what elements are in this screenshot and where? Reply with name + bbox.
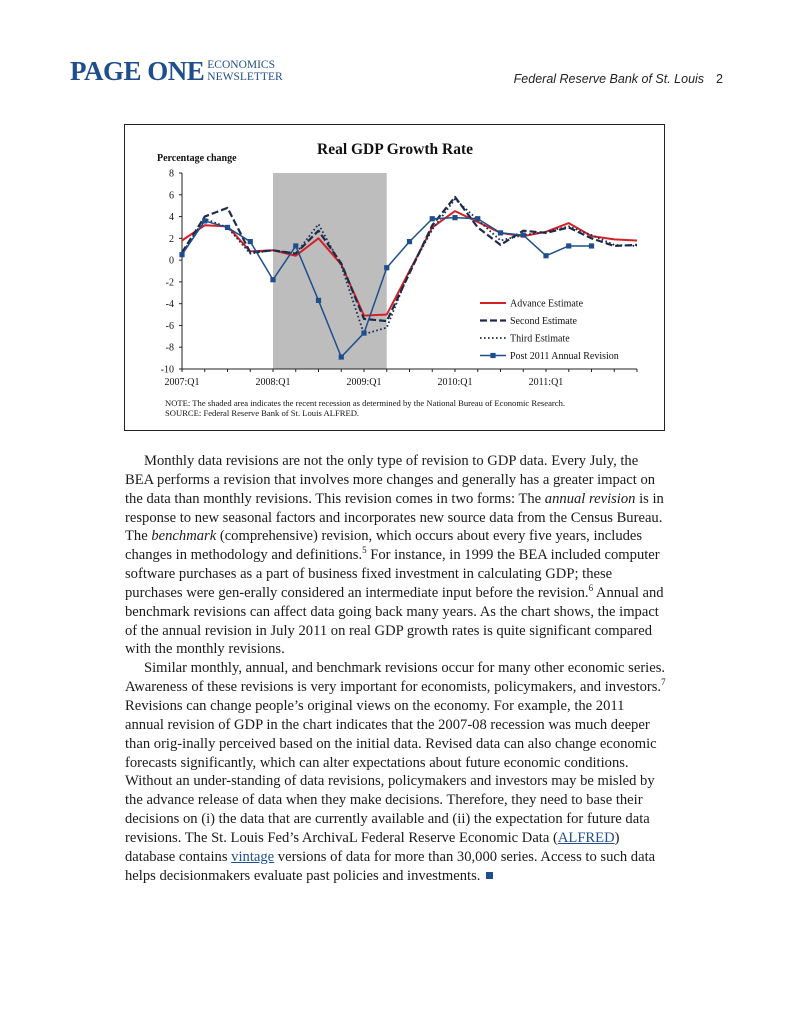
data-point-post-2011-annual-revision [566, 243, 571, 248]
data-point-post-2011-annual-revision [248, 239, 253, 244]
legend-label-advance-estimate: Advance Estimate [510, 298, 584, 310]
data-point-post-2011-annual-revision [407, 239, 412, 244]
footnote-ref-7[interactable]: 7 [661, 677, 666, 688]
data-point-post-2011-annual-revision [270, 277, 275, 282]
p2-text-3: ) database contains [125, 829, 620, 865]
footnote-ref-6[interactable]: 6 [588, 583, 594, 594]
x-tick-label: 2009:Q1 [346, 377, 382, 388]
data-point-post-2011-annual-revision [452, 215, 457, 220]
p1-text-2: is in response to new seasonal factors and incorporates new source data from the Census Bureau. The [125, 490, 664, 545]
p1-text-3: (comprehensive) revision, which occurs about every five years, includes changes in methodology and definitions. [125, 528, 643, 564]
y-tick-label: -4 [165, 299, 174, 311]
vintage-link[interactable]: vintage [231, 848, 275, 865]
chart-title: Real GDP Growth Rate [317, 141, 473, 158]
data-point-post-2011-annual-revision [543, 253, 548, 258]
brand-subtitle-line1: ECONOMICS [207, 59, 275, 71]
page-header-right [514, 72, 723, 86]
data-point-post-2011-annual-revision [361, 330, 366, 335]
alfred-link[interactable]: ALFRED [557, 829, 615, 846]
data-point-post-2011-annual-revision [179, 252, 184, 257]
p1-emphasis-benchmark: benchmark [151, 528, 217, 545]
data-point-post-2011-annual-revision [225, 225, 230, 230]
footnote-ref-5[interactable]: 5 [362, 545, 367, 556]
data-point-post-2011-annual-revision [293, 243, 298, 248]
p1-text-4: For instance, in 1999 the BEA included computer software purchases as a part of business fixed investment in calculating GDP; these purchases were gen-erally considered an intermediate input before the revision. [125, 547, 660, 601]
p2-text-4: versions of data for more than 30,000 series. Access to such data helps decisionmakers evaluate past policies and investments. [125, 848, 656, 884]
brand-title: PAGE ONE [70, 56, 205, 86]
p1-emphasis-annual: annual revision [544, 490, 636, 507]
brand-subtitle-line2: NEWSLETTER [207, 71, 283, 83]
page-number: 2 [716, 72, 723, 86]
p2-text-2: Revisions can change people’s original views on the economy. For example, the 2011 annual revision of GDP in the chart indicates that the 2007-08 recession was much deeper than orig-inally perceived based on the initial data. Revised data can also change economic forecasts significantly, which can alter expectations about future economic conditions. Without an under-standing of data revisions, policymakers and investors may be misled by the advance release of data when they make decisions. Therefore, they need to base their decisions on (i) the data that are currently available and (ii) the expectation for future data revisions. The St. Louis Fed’s ArchivaL Federal Reserve Economic Data ( [125, 697, 657, 846]
data-point-post-2011-annual-revision [475, 216, 480, 221]
y-tick-label: 0 [169, 255, 174, 267]
article-body [125, 452, 666, 885]
chart-source: SOURCE: Federal Reserve Bank of St. Louis ALFRED. [165, 408, 360, 418]
y-tick-label: 6 [169, 190, 174, 202]
paragraph-2 [125, 659, 666, 885]
data-point-post-2011-annual-revision [202, 218, 207, 223]
series-line-third-estimate [182, 199, 637, 334]
masthead [70, 56, 283, 86]
y-tick-label: 2 [169, 233, 174, 245]
legend-label-third-estimate: Third Estimate [510, 333, 570, 345]
data-point-post-2011-annual-revision [339, 354, 344, 359]
gdp-growth-chart [125, 125, 666, 432]
x-tick-label: 2008:Q1 [255, 377, 291, 388]
recession-shading [273, 173, 387, 369]
x-tick-label: 2010:Q1 [437, 377, 473, 388]
data-point-post-2011-annual-revision [589, 243, 594, 248]
chart-frame [124, 124, 665, 431]
data-point-post-2011-annual-revision [384, 265, 389, 270]
y-tick-label: -10 [160, 364, 174, 376]
data-point-post-2011-annual-revision [521, 232, 526, 237]
x-tick-label: 2011:Q1 [528, 377, 564, 388]
chart-note: NOTE: The shaded area indicates the recent recession as determined by the National Bureau of Economic Research. [165, 398, 566, 408]
y-tick-label: -6 [165, 320, 174, 332]
y-tick-label: 8 [169, 168, 174, 180]
p2-text-1: Similar monthly, annual, and benchmark revisions occur for many other economic series. Awareness of these revisions is very important for economists, policymakers, and investors. [125, 660, 666, 696]
y-tick-label: 4 [169, 212, 174, 224]
x-tick-label: 2007:Q1 [164, 377, 200, 388]
paragraph-1 [125, 452, 666, 659]
y-tick-label: -2 [165, 277, 174, 289]
p1-text-1: Monthly data revisions are not the only type of revision to GDP data. Every July, the BEA performs a revision that involves more changes and generally has a greater impact on the data than monthly revisions. This revision comes in two forms: The [125, 453, 656, 507]
legend-label-second-estimate: Second Estimate [510, 316, 577, 327]
y-axis-label: Percentage change [157, 153, 237, 164]
p1-text-5: Annual and benchmark revisions can affect data going back many years. As the chart shows, the impact of the annual revision in July 2011 on real GDP growth rates is quite significant compared with the monthly revisions. [125, 584, 664, 658]
issuer-name: Federal Reserve Bank of St. Louis [513, 72, 705, 86]
data-point-post-2011-annual-revision [498, 230, 503, 235]
end-of-article-mark [486, 872, 493, 879]
y-tick-label: -8 [165, 342, 174, 354]
data-point-post-2011-annual-revision [430, 216, 435, 221]
brand-subtitle [207, 59, 282, 83]
legend-label-post-2011-annual-revision: Post 2011 Annual Revision [510, 351, 619, 362]
legend-marker-post-2011-annual-revision [490, 353, 495, 358]
data-point-post-2011-annual-revision [316, 298, 321, 303]
